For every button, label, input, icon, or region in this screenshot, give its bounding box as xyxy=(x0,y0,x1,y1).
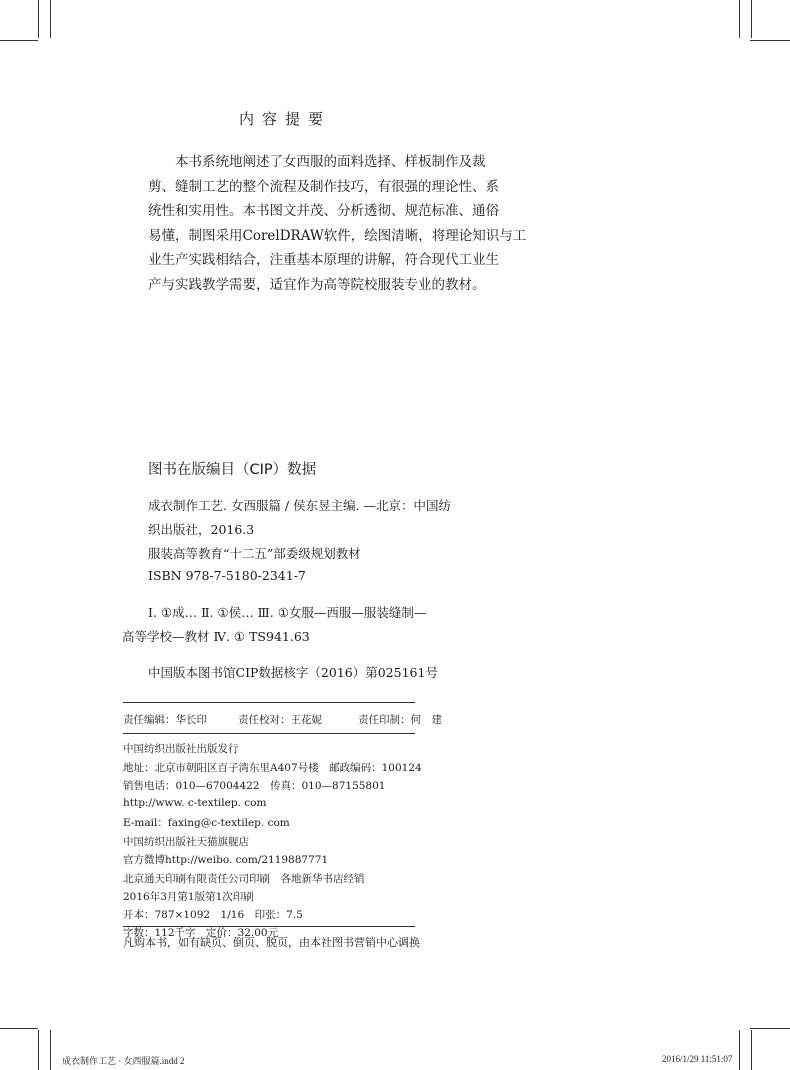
cip-isbn: ISBN 978-7-5180-2341-7 xyxy=(148,568,306,583)
phone-line: 销售电话：010—67004422 传真：010—87155801 xyxy=(123,780,386,792)
cip-classification-line: Ⅰ. ①成… Ⅱ. ①侯… Ⅲ. ①女服—西服—服装缝制— xyxy=(148,605,427,620)
address-line: 地址：北京市朝阳区百子湾东里A407号楼 邮政编码：100124 xyxy=(123,762,422,774)
publisher-line: 中国纺织出版社出版发行 xyxy=(123,743,239,755)
cip-entry-line: 成衣制作工艺. 女西服篇 / 侯东昱主编. —北京：中国纺 xyxy=(148,498,452,513)
store-line: 中国纺织出版社天猫旗舰店 xyxy=(123,836,249,848)
slug-timestamp: 2016/1/29 11:51:07 xyxy=(662,1054,733,1064)
summary-text xyxy=(148,150,527,298)
proofreader-credit: 责任校对：王花妮 xyxy=(238,714,322,726)
cip-classification-line: 高等学校—教材 Ⅳ. ① TS941.63 xyxy=(122,629,310,644)
summary-line: 剪、缝制工艺的整个流程及制作技巧，有很强的理论性、系 xyxy=(148,178,499,195)
format-line: 开本：787×1092 1/16 印张：7.5 xyxy=(123,909,303,921)
website-line: http://www. c-textilep. com xyxy=(123,797,267,809)
slug-filename: 成衣制作工艺 · 女西服篇.indd 2 xyxy=(62,1056,185,1066)
summary-line: 易懂，制图采用CorelDRAW软件，绘图清晰，将理论知识与工 xyxy=(148,227,527,244)
return-notice: 凡购本书，如有缺页、倒页、脱页，由本社图书营销中心调换 xyxy=(123,936,420,949)
cip-record-number: 中国版本图书馆CIP数据核字（2016）第025161号 xyxy=(148,665,438,680)
cip-title: 图书在版编目（CIP）数据 xyxy=(148,462,317,478)
summary-title: 内容提要 xyxy=(238,110,331,128)
printer-line: 北京通天印刷有限责任公司印刷 各地新华书店经销 xyxy=(123,873,365,885)
summary-line: 业生产实践相结合，注重基本原理的讲解，符合现代工业生 xyxy=(148,252,499,269)
printing-credit: 责任印制：何 建 xyxy=(358,714,442,726)
divider xyxy=(123,733,415,734)
divider xyxy=(123,926,415,927)
editor-credit: 责任编辑：华长印 xyxy=(123,714,207,726)
summary-line: 产与实践教学需要，适宜作为高等院校服装专业的教材。 xyxy=(148,276,486,293)
summary-line: 统性和实用性。本书图文并茂、分析透彻、规范标准、通俗 xyxy=(148,203,499,220)
cip-entry-line: 服装高等教育“十二五”部委级规划教材 xyxy=(148,546,361,561)
divider xyxy=(123,702,415,703)
email-line: E-mail：faxing@c-textilep. com xyxy=(123,817,290,829)
price-line: 字数：112千字 定价：32.00元 xyxy=(123,927,279,939)
cip-entry-line: 织出版社，2016.3 xyxy=(148,522,255,537)
weibo-line: 官方微博http://weibo. com/2119887771 xyxy=(123,854,329,866)
summary-line: 本书系统地阐述了女西服的面料选择、样板制作及裁 xyxy=(148,154,486,170)
edition-line: 2016年3月第1版第1次印刷 xyxy=(123,891,254,903)
